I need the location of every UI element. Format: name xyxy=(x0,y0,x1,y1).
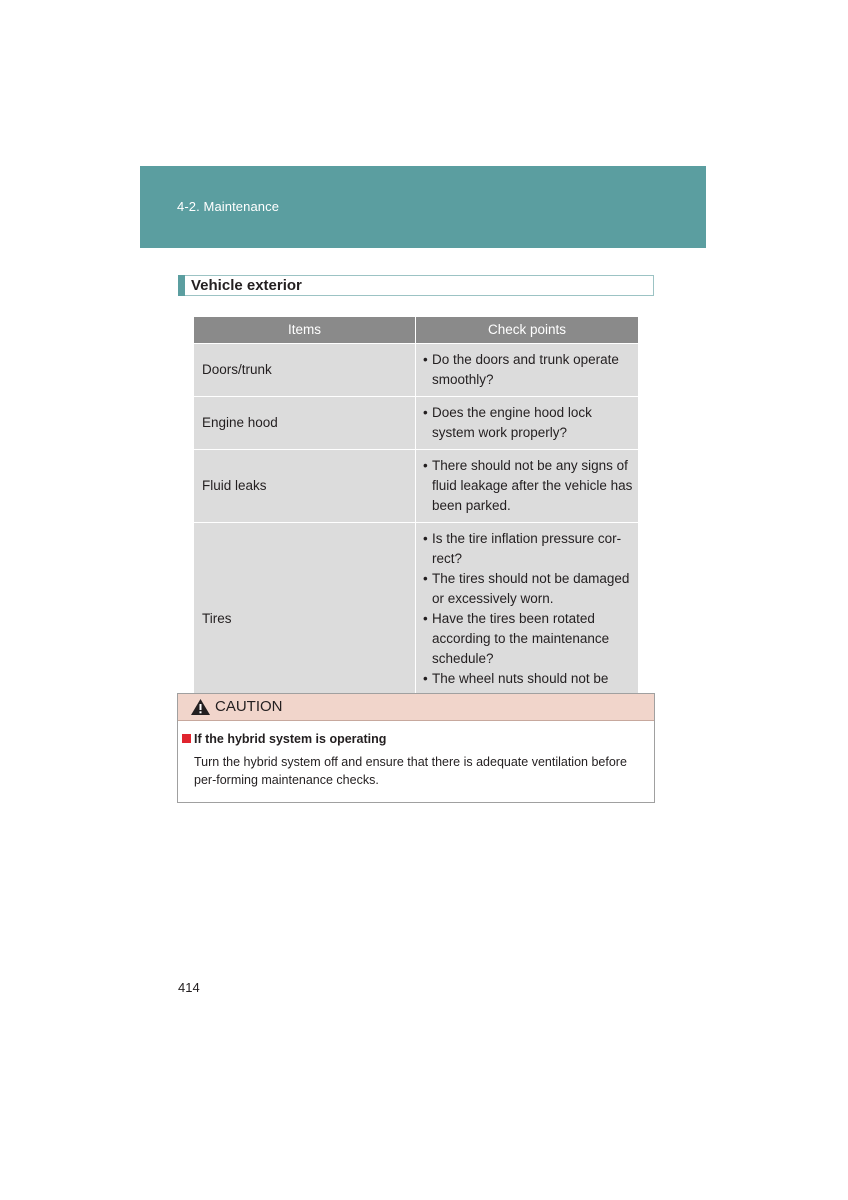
check-point-text: There should not be any signs of fluid leakage after the vehicle has been parked. xyxy=(432,458,633,513)
caution-box xyxy=(177,693,655,803)
table-row xyxy=(194,343,638,396)
check-point-text: Do the doors and trunk operate smoothly? xyxy=(432,352,619,387)
check-points-cell xyxy=(416,396,638,449)
section-heading-text: Vehicle exterior xyxy=(191,277,302,294)
caution-subheading-text: If the hybrid system is operating xyxy=(194,732,387,746)
chapter-header-band xyxy=(140,166,706,248)
check-point: • Have the tires been rotated according to the maintenance schedule? xyxy=(423,611,610,666)
caution-title: CAUTION xyxy=(215,698,283,715)
item-cell: Tires xyxy=(194,522,416,715)
check-points-cell xyxy=(416,343,638,396)
check-point: • The wheel nuts should not be xyxy=(423,669,636,709)
check-points-cell xyxy=(416,522,638,715)
check-point-text: Is the tire inflation pressure cor-rect? xyxy=(432,531,622,566)
check-points-cell xyxy=(416,449,638,522)
check-point: • There should not be any signs of fluid leakage after the vehicle has been parked. xyxy=(423,458,633,513)
warning-triangle-icon xyxy=(190,698,211,716)
caution-subheading xyxy=(182,732,386,746)
red-square-bullet-icon xyxy=(182,734,191,743)
table-row xyxy=(194,449,638,522)
column-header-items: Items xyxy=(194,317,416,343)
check-point: • The tires should not be damaged or excessively worn. xyxy=(423,571,630,606)
table-header-row xyxy=(194,317,638,343)
item-cell: Doors/trunk xyxy=(194,343,416,396)
page-number: 414 xyxy=(178,980,200,995)
table-row xyxy=(194,396,638,449)
checks-table xyxy=(194,317,638,715)
check-point: • Is the tire inflation pressure cor-rect? xyxy=(423,531,622,566)
caution-body-text: Turn the hybrid system off and ensure that there is adequate ventilation before per-forming maintenance checks. xyxy=(194,755,627,787)
check-point-text: The tires should not be damaged or excessively worn. xyxy=(432,571,630,606)
check-point-text: The wheel nuts should not be xyxy=(432,671,609,686)
check-point: • Do the doors and trunk operate smoothly? xyxy=(423,352,619,387)
check-point-text: Have the tires been rotated according to the maintenance schedule? xyxy=(432,611,610,666)
caution-header xyxy=(178,694,654,721)
table-row xyxy=(194,522,638,715)
check-point: • Does the engine hood lock system work properly? xyxy=(423,405,592,440)
section-heading xyxy=(178,275,654,296)
column-header-check-points: Check points xyxy=(416,317,638,343)
check-point-text: Does the engine hood lock system work properly? xyxy=(432,405,592,440)
item-cell: Engine hood xyxy=(194,396,416,449)
heading-accent-bar xyxy=(178,275,185,296)
section-label: 4-2. Maintenance xyxy=(177,199,280,214)
item-cell: Fluid leaks xyxy=(194,449,416,522)
